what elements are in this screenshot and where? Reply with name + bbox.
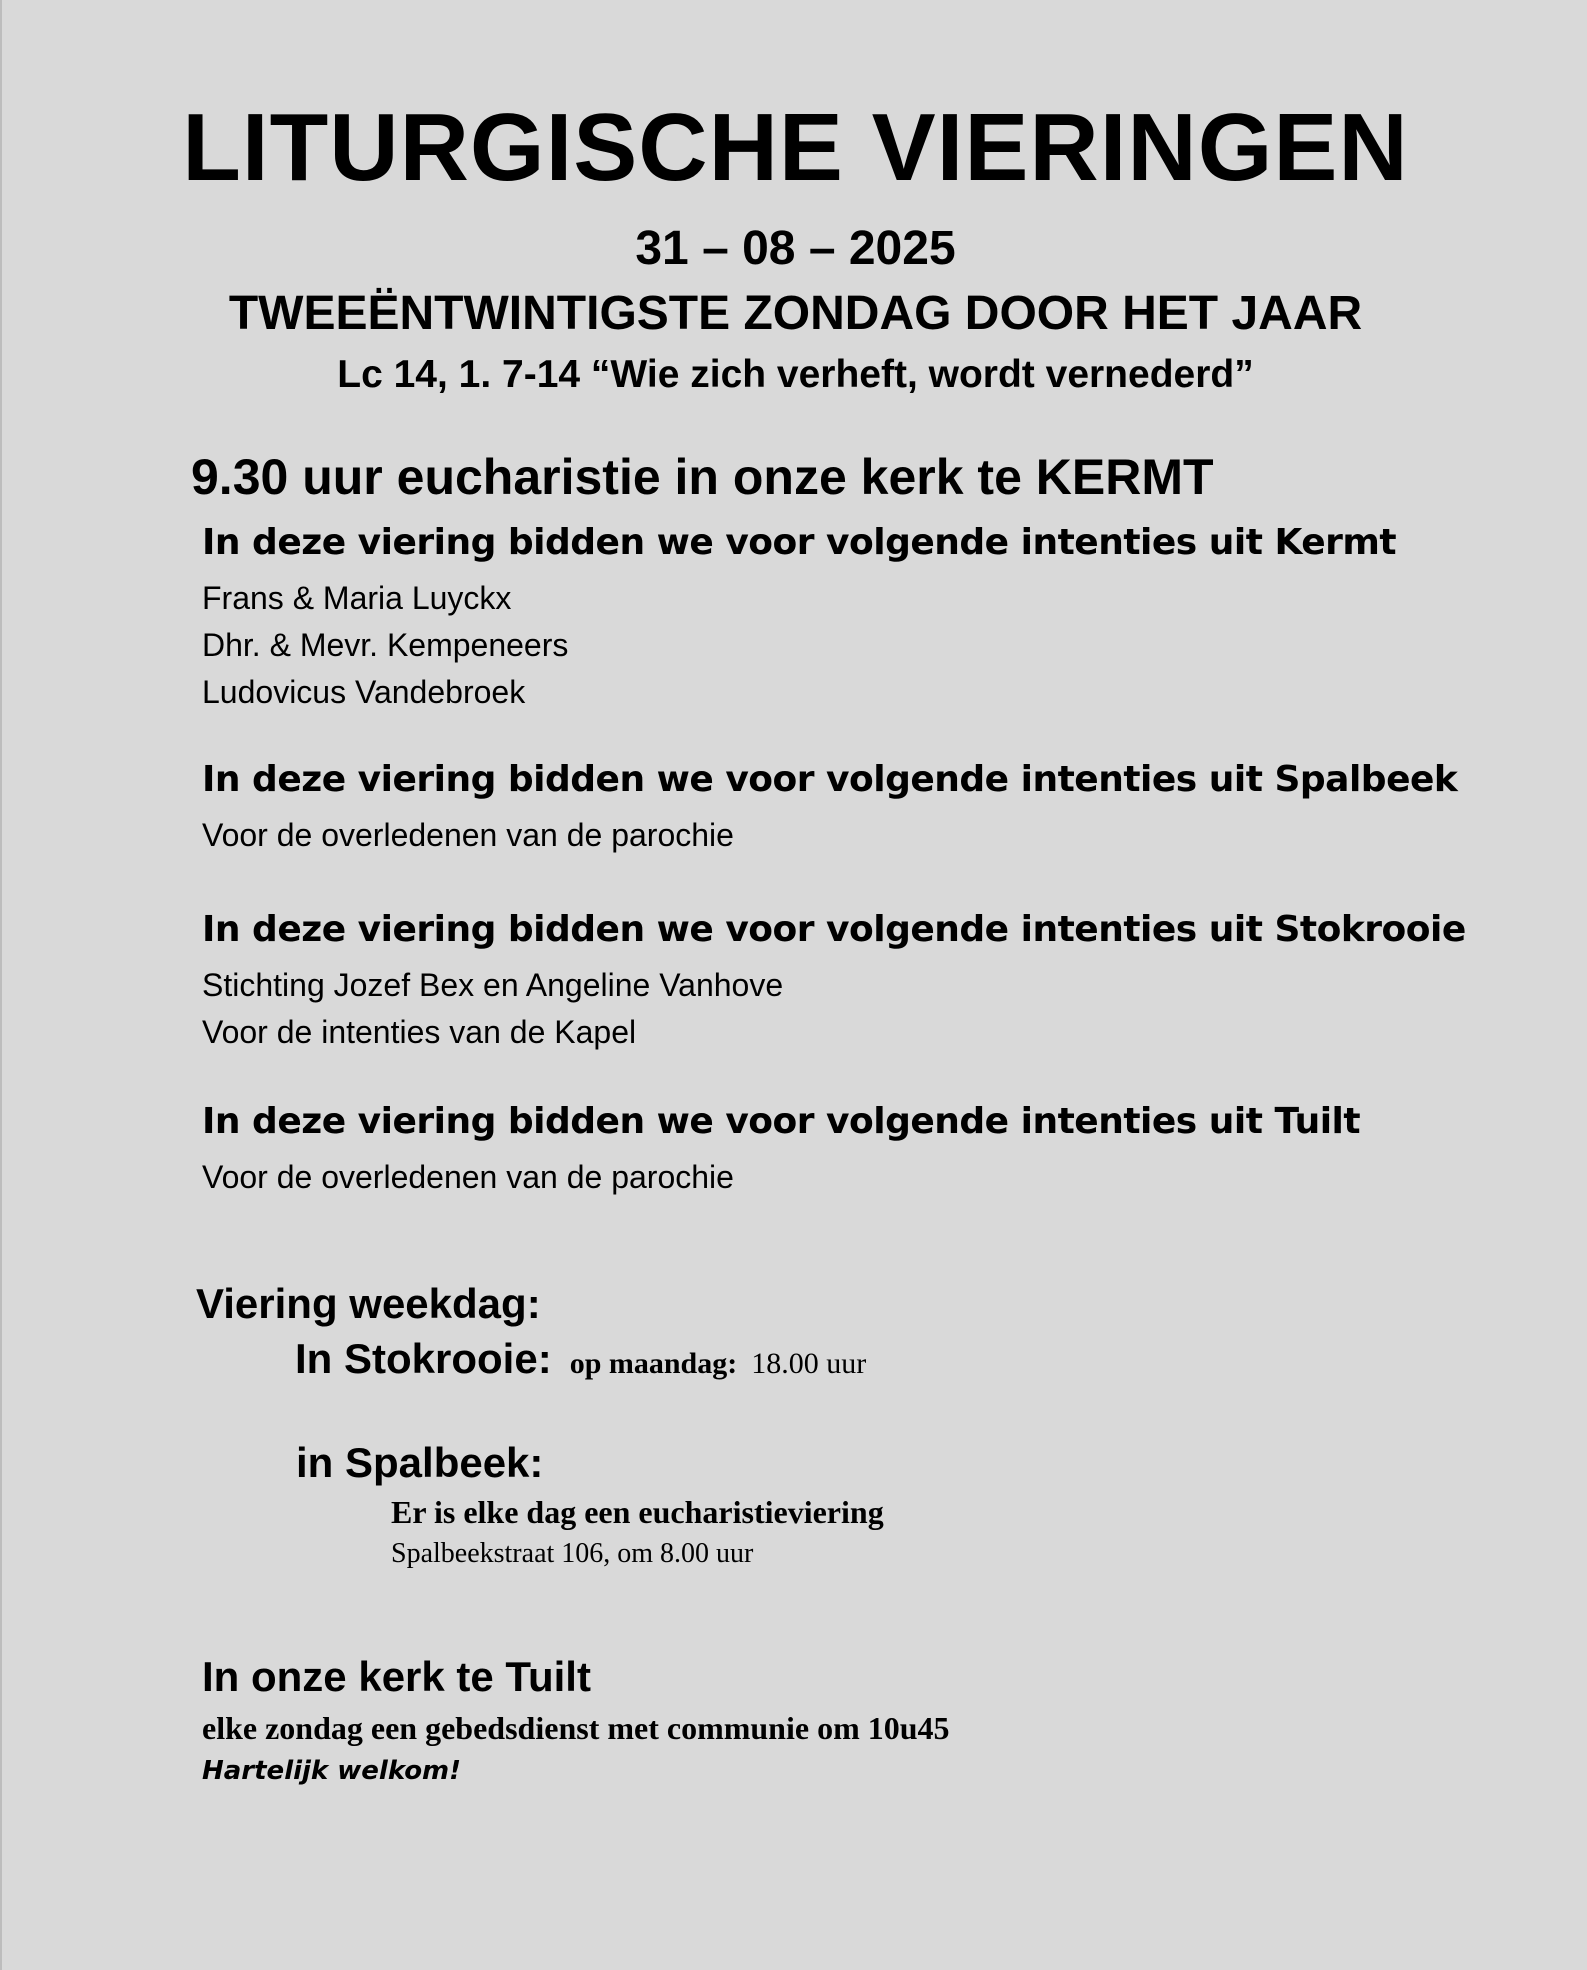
spalbeek-label: in Spalbeek: bbox=[296, 1439, 544, 1486]
intention-item: Ludovicus Vandebroek bbox=[202, 674, 526, 710]
weekday-heading: Viering weekdag: bbox=[196, 1280, 541, 1327]
intentions-kermt bbox=[202, 522, 1397, 716]
intention-item: Dhr. & Mevr. Kempeneers bbox=[202, 627, 569, 663]
stokrooie-time: 18.00 uur bbox=[751, 1347, 867, 1380]
intention-item: Voor de intenties van de Kapel bbox=[202, 1014, 637, 1050]
intentions-heading: In deze viering bidden we voor volgende intenties uit Spalbeek bbox=[202, 759, 1458, 800]
weekday-stokrooie bbox=[295, 1335, 867, 1382]
celebration-date: 31 – 08 – 2025 bbox=[635, 222, 956, 275]
intention-item: Voor de overledenen van de parochie bbox=[202, 1159, 734, 1195]
tuilt-heading: In onze kerk te Tuilt bbox=[202, 1653, 591, 1700]
welcome-text: Hartelijk welkom! bbox=[202, 1756, 462, 1786]
intention-item: Stichting Jozef Bex en Angeline Vanhove bbox=[202, 967, 784, 1003]
tuilt-service: elke zondag een gebedsdienst met communie om 10u45 bbox=[202, 1710, 950, 1746]
stokrooie-label: In Stokrooie: bbox=[295, 1335, 552, 1382]
intentions-heading: In deze viering bidden we voor volgende intenties uit Kermt bbox=[202, 522, 1397, 563]
spalbeek-address: Spalbeekstraat 106, om 8.00 uur bbox=[391, 1538, 754, 1569]
intentions-heading: In deze viering bidden we voor volgende intenties uit Stokrooie bbox=[202, 909, 1466, 950]
page-title: LITURGISCHE VIERINGEN bbox=[182, 94, 1409, 201]
gospel-reading: Lc 14, 1. 7-14 “Wie zich verheft, wordt vernederd” bbox=[337, 353, 1254, 396]
mass-announcement: 9.30 uur eucharistie in onze kerk te KERMT bbox=[191, 449, 1214, 505]
intentions-spalbeek bbox=[202, 759, 1458, 859]
liturgical-sunday: TWEEËNTWINTIGSTE ZONDAG DOOR HET JAAR bbox=[228, 287, 1363, 340]
intentions-tuilt bbox=[202, 1101, 1361, 1201]
intentions-heading: In deze viering bidden we voor volgende intenties uit Tuilt bbox=[202, 1101, 1361, 1142]
intention-item: Voor de overledenen van de parochie bbox=[202, 817, 734, 853]
spalbeek-daily-mass: Er is elke dag een eucharistieviering bbox=[391, 1494, 884, 1530]
stokrooie-day: op maandag: bbox=[569, 1347, 738, 1380]
intention-item: Frans & Maria Luyckx bbox=[202, 580, 512, 616]
intentions-stokrooie bbox=[202, 909, 1466, 1056]
